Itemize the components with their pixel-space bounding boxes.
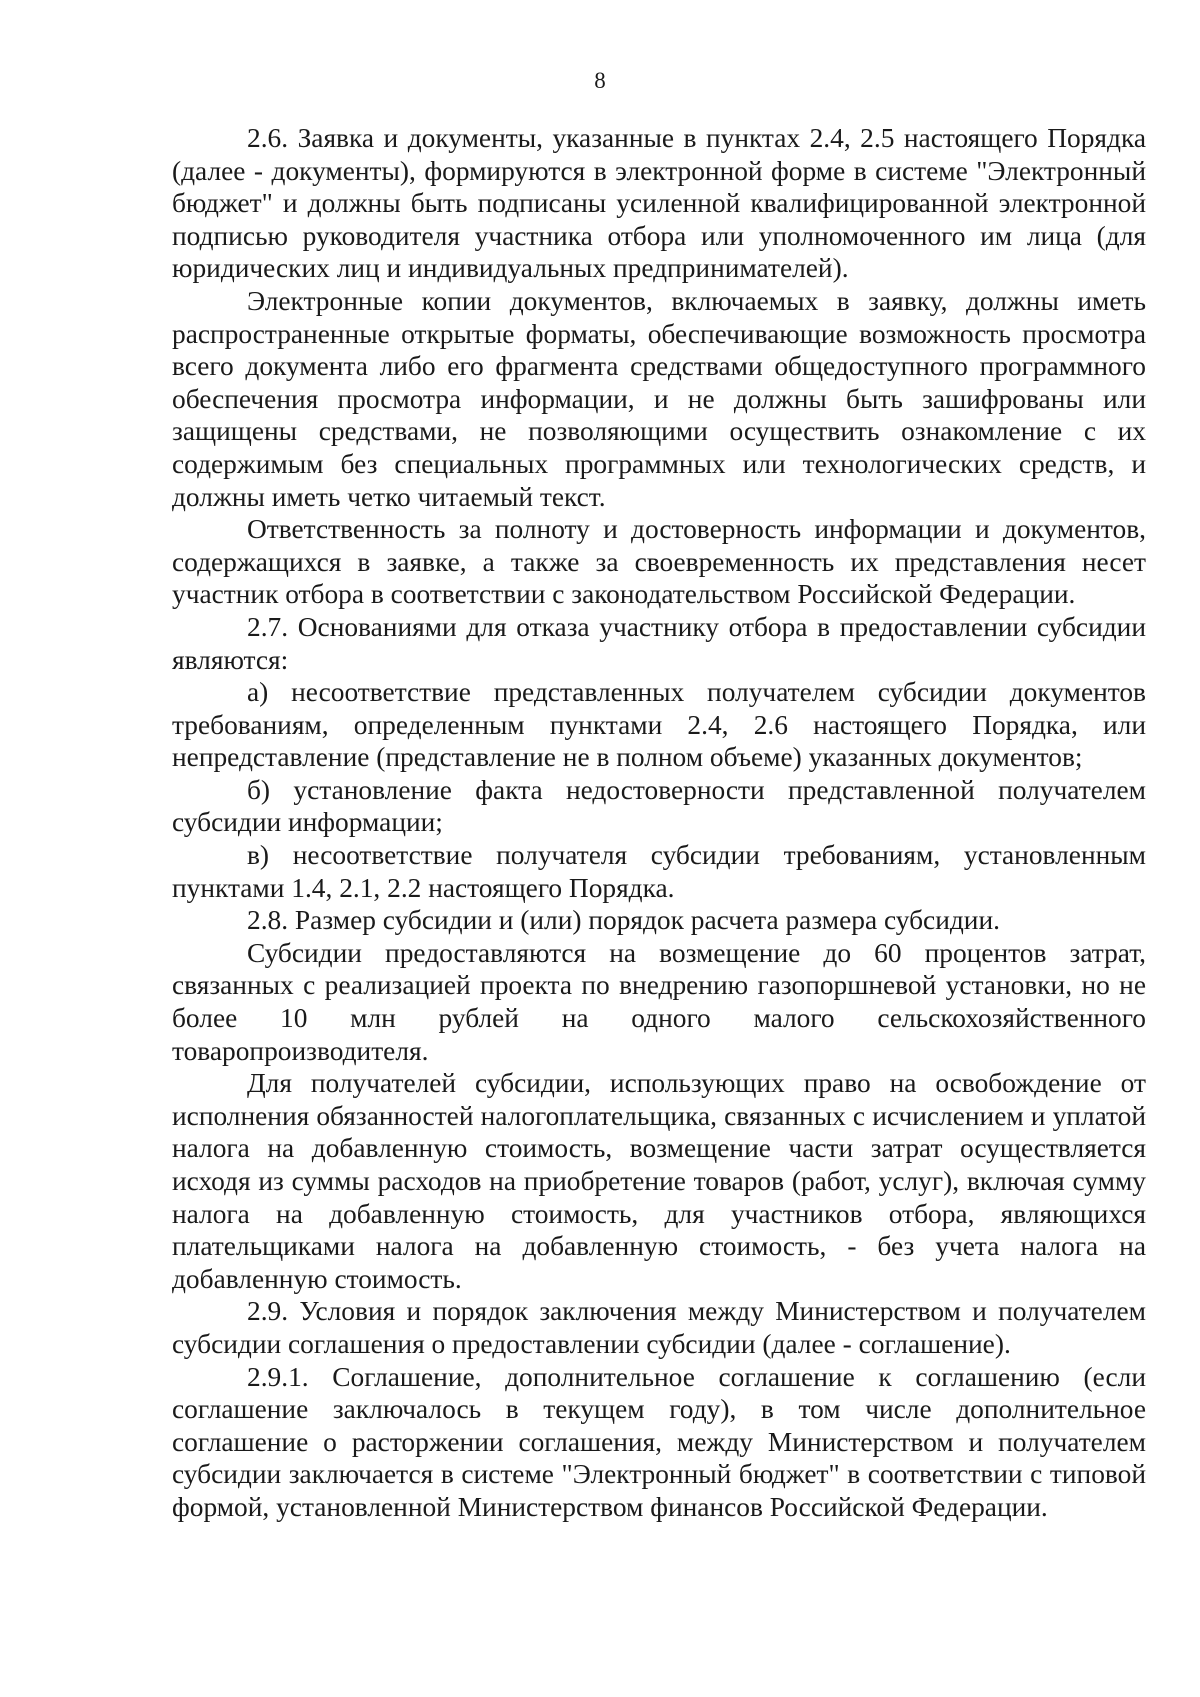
list-item-b: б) установление факта недостоверности представленной получателем субсидии информации; <box>172 774 1146 838</box>
list-item-v: в) несоответствие получателя субсидии требованиям, установленным пунктами 1.4, 2.1, 2.2 настоящего Порядка. <box>172 840 1146 903</box>
page-number: 8 <box>594 68 606 93</box>
paragraph-electronic-copies: Электронные копии документов, включаемых в заявку, должны иметь распространенные открытые форматы, обеспечивающие возможность просмотра всего документа либо его фрагмента средствами общедоступного программного обеспечения просмотра информации, и не должны быть зашифрованы или защищены средствами, не позволяющими осуществить ознакомление с их содержимым без специальных программных или технологических средств, и должны иметь четко читаемый текст. <box>172 285 1146 512</box>
paragraph-vat: Для получателей субсидии, использующих право на освобождение от исполнения обязанностей налогоплательщика, связанных с исчислением и уплатой налога на добавленную стоимость, возмещение части затрат осуществляется исходя из суммы расходов на приобретение товаров (работ, услуг), включая сумму налога на добавленную стоимость, для участников отбора, являющихся плательщиками налога на добавленную стоимость, - без учета налога на добавленную стоимость. <box>172 1068 1146 1294</box>
paragraph-2-6: 2.6. Заявка и документы, указанные в пунктах 2.4, 2.5 настоящего Порядка (далее - документы), формируются в электронной форме в системе "Электронный бюджет" и должны быть подписаны усиленной квалифицированной электронной подписью руководителя участника отбора или уполномоченного им лица (для юридических лиц и индивидуальных предпринимателей). <box>172 123 1146 284</box>
document-body <box>172 122 1146 1524</box>
paragraph-2-9-1: 2.9.1. Соглашение, дополнительное соглашение к соглашению (если соглашение заключалось в текущем году), в том числе дополнительное соглашение о расторжении соглашения, между Министерством и получателем субсидии заключается в системе "Электронный бюджет" в соответствии с типовой формой, установленной Министерством финансов Российской Федерации. <box>172 1361 1146 1522</box>
paragraph-2-8: 2.8. Размер субсидии и (или) порядок расчета размера субсидии. <box>247 905 1000 936</box>
paragraph-2-7: 2.7. Основаниями для отказа участнику отбора в предоставлении субсидии являются: <box>172 611 1146 675</box>
list-item-a: а) несоответствие представленных получателем субсидии документов требованиям, определенным пунктами 2.4, 2.6 настоящего Порядка, или непредставление (представление не в полном объеме) указанных документов; <box>172 677 1146 773</box>
paragraph-responsibility: Ответственность за полноту и достоверность информации и документов, содержащихся в заявке, а также за своевременность их представления несет участник отбора в соответствии с законодательством Российской Федерации. <box>172 514 1146 610</box>
paragraph-subsidy-amount: Субсидии предоставляются на возмещение до 60 процентов затрат, связанных с реализацией проекта по внедрению газопоршневой установки, но не более 10 млн рублей на одного малого сельскохозяйственного товаропроизводителя. <box>172 937 1146 1066</box>
paragraph-2-9: 2.9. Условия и порядок заключения между Министерством и получателем субсидии соглашения о предоставлении субсидии (далее - соглашение). <box>172 1296 1146 1359</box>
